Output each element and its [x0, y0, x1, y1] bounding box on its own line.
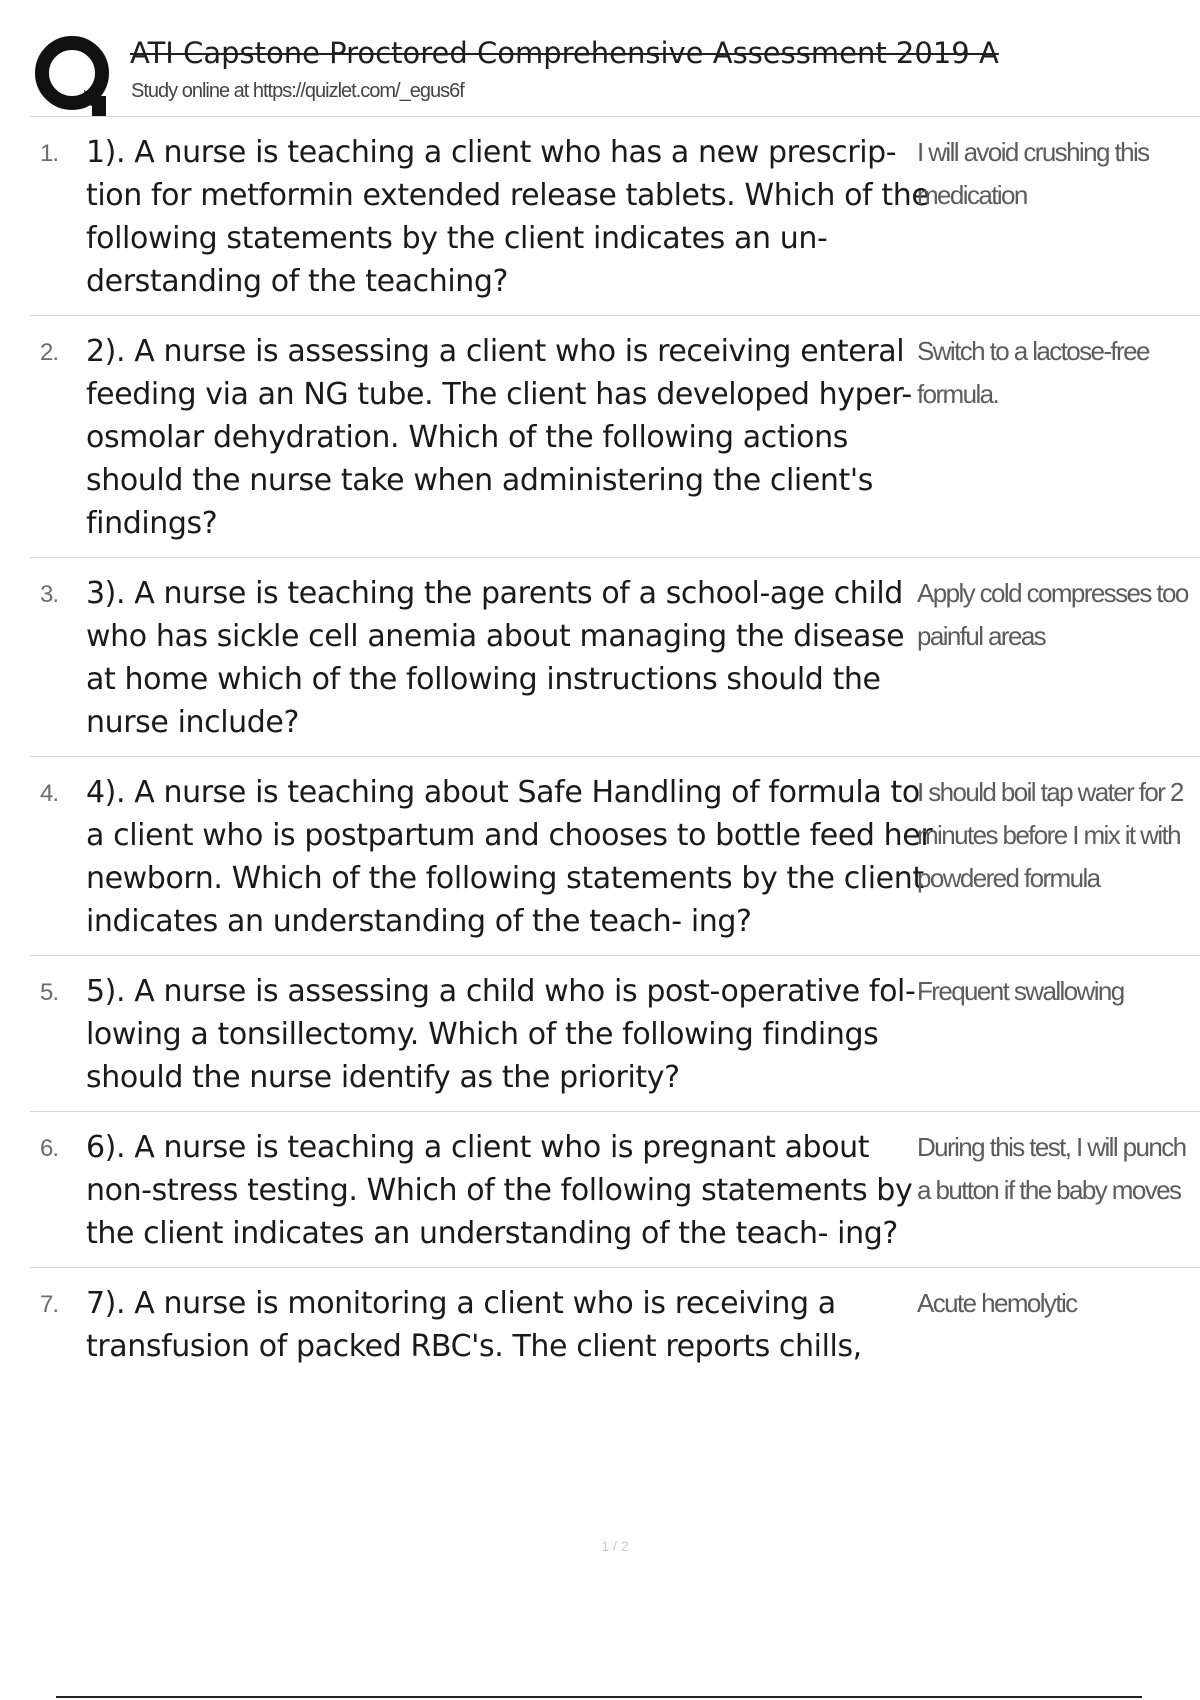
flashcard-row: [30, 558, 1200, 757]
card-number: 4.: [40, 780, 59, 807]
quizlet-logo-icon: [32, 32, 116, 116]
card-answer: I should boil tap water for 2 minutes before I mix it with powdered formula: [917, 777, 1183, 893]
card-number: 7.: [40, 1291, 59, 1318]
card-question: 5). A nurse is assessing a child who is post-operative fol- lowing a tonsillectomy. Which of the following findings should the nurse identify as the priority?: [86, 974, 916, 1095]
card-answer: Apply cold compresses too painful areas: [917, 578, 1188, 651]
card-question: 2). A nurse is assessing a client who is receiving enteral feeding via an NG tube. The client has developed hyper- osmolar dehydration. Which of the following actions should the nurse take when administering the client's findings?: [86, 334, 912, 541]
study-link[interactable]: Study online at https://quizlet.com/_egus6f: [131, 80, 464, 102]
card-number: 3.: [40, 581, 59, 608]
flashcard-row: [30, 1112, 1200, 1268]
card-question: 1). A nurse is teaching a client who has a new prescrip- tion for metformin extended release tablets. Which of the following statements by the client indicates an un- derstanding of the teaching?: [86, 135, 930, 299]
footer-divider: [56, 1696, 1142, 1698]
flashcard-row: [30, 1268, 1200, 1380]
flashcard-row: [30, 757, 1200, 956]
document-header: [30, 30, 1200, 117]
card-question: 3). A nurse is teaching the parents of a school-age child who has sickle cell anemia about managing the disease at home which of the following instructions should the nurse include?: [86, 576, 905, 740]
card-answer: During this test, I will punch a button if the baby moves: [917, 1132, 1186, 1205]
card-question: 7). A nurse is monitoring a client who is receiving a transfusion of packed RBC's. The client reports chills,: [86, 1286, 862, 1364]
card-number: 5.: [40, 979, 59, 1006]
page-number: 1 / 2: [601, 1538, 629, 1554]
card-question: 4). A nurse is teaching about Safe Handling of formula to a client who is postpartum and chooses to bottle feed her newborn. Which of the following statements by the client indicates an understanding of the teach- ing?: [86, 775, 933, 939]
flashcard-row: [30, 117, 1200, 316]
deck-title: ATI Capstone Proctored Comprehensive Assessment 2019 A: [130, 36, 999, 70]
card-number: 2.: [40, 339, 59, 366]
flashcard-row: [30, 956, 1200, 1112]
card-question: 6). A nurse is teaching a client who is pregnant about non-stress testing. Which of the following statements by the client indicates an understanding of the teach- ing?: [86, 1130, 913, 1251]
card-answer: Frequent swallowing: [917, 976, 1124, 1006]
card-number: 6.: [40, 1135, 59, 1162]
card-answer: Acute hemolytic: [917, 1288, 1077, 1318]
card-answer: Switch to a lactose-free formula.: [917, 336, 1149, 409]
card-number: 1.: [40, 140, 59, 167]
flashcard-row: [30, 316, 1200, 558]
flashcard-list: [30, 117, 1200, 1380]
card-answer: I will avoid crushing this medication: [917, 137, 1149, 210]
